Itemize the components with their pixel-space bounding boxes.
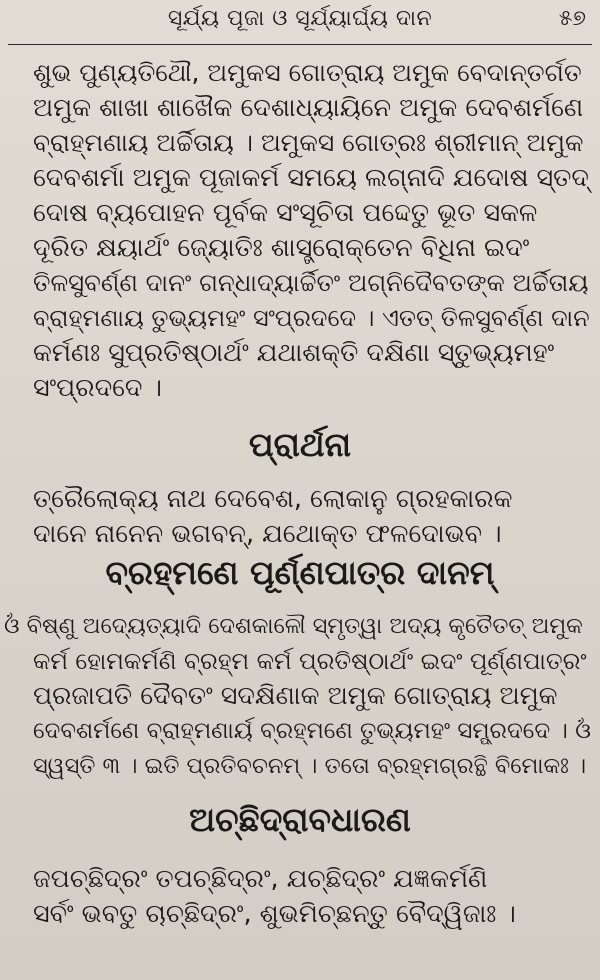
paragraph-line: ସ୍ୱସ୍ତି ୩ । ଇତି ପ୍ରତିବଚନମ୍ । ତତୋ ବ୍ରହ୍ମଗ୍ରନ୍ଥି ବିମୋକଃ । — [33, 753, 587, 779]
running-title: ସୂର୍ଯ୍ୟ ପୂଜା ଓ ସୂର୍ଯ୍ୟାର୍ଘ୍ୟ ଦାନ — [167, 6, 433, 31]
paragraph-line: କର୍ମ ହୋମକର୍ମଣି ବ୍ରହ୍ମ କର୍ମ ପ୍ରତିଷ୍ଠାର୍ଥଂ ଇଦଂ ପୂର୍ଣ୍ଣପାତ୍ରଂ — [33, 647, 587, 675]
verse-line: ସର୍ବଂ ଭବତୁ ଚାଚ୍ଛିଦ୍ରଂ, ଶୁଭମିଚ୍ଛନ୍ତୁ ବୈଦ୍ୱିଜାଃ । — [33, 899, 516, 929]
paragraph-line: ଦୋଷ ବ୍ୟପୋହନ ପୂର୍ବକ ସଂସୂଚିତା ପଦ୍ଦେତୁ ଭୂତ ସକଳ — [33, 198, 538, 228]
paragraph-line: ସଂପ୍ରଦଦେ । — [33, 373, 163, 403]
verse-line: ତ୍ରୈଲୋକ୍ୟ ନାଥ ଦେବେଶ, ଲୋକାନୁ ଗ୍ରହକାରକ — [33, 484, 513, 514]
paragraph-line: ଦେବଶର୍ମା ଅମୁକ ପୂଜାକର୍ମ ସମୟେ ଲଗ୍ନାଦି ଯଦୋଷ ସ୍ତଦ୍ — [33, 163, 589, 193]
paragraph-line: ତିଳସୁବର୍ଣ୍ଣ ଦାନଂ ଗନ୍ଧାଦ୍ୟାର୍ଚ୍ଚିତଂ ଅଗ୍ନିଦୈବତଙ୍କ ଅର୍ଚ୍ଚିତାୟ — [33, 268, 589, 297]
verse-line: ଜପଚ୍ଛିଦ୍ରଂ ତପଚ୍ଛିଦ୍ରଂ, ଯଚ୍ଛିଦ୍ରଂ ଯଜ୍ଞକର୍ମଣି — [33, 864, 488, 894]
header-divider — [8, 44, 592, 45]
paragraph-line: ଦୂରିତ କ୍ଷୟାର୍ଥଂ ଜ୍ୟୋତିଃ ଶାସ୍ତ୍ରୋକ୍ତେନ ବିଧିନା ଇଦଂ — [33, 233, 530, 263]
paragraph-line: କର୍ମଣଃ ସୁପ୍ରତିଷ୍ଠାର୍ଥଂ ଯଥାଶକ୍ତି ଦକ୍ଷିଣା ସ୍ତୁଭ୍ୟମହଂ — [33, 338, 555, 368]
section-heading-prayer: ପ୍ରାର୍ଥନା — [248, 425, 352, 464]
paragraph-line: ପ୍ରଜାପତି ଦୈବତଂ ସଦକ୍ଷିଣାକ ଅମୁକ ଗୋତ୍ରାୟ ଅମୁକ — [33, 681, 558, 711]
paragraph-line: ବ୍ରାହ୍ମଣାୟ ଅର୍ଚ୍ଚିତାୟ । ଅମୁକସ ଗୋତ୍ରଃ ଶ୍ରୀମାନ୍ ଅମୁକ — [33, 128, 584, 157]
paragraph-line: ବ୍ରାହ୍ମଣାୟ ତୁଭ୍ୟମହଂ ସଂପ୍ରଦଦେ । ଏତତ୍ ତିଳସୁବର୍ଣ୍ଣ ଦାନ — [33, 304, 590, 332]
paragraph-line: ଦେବଶର୍ମଣେ ବ୍ରାହ୍ମଣାର୍ୟ ବ୍ରହ୍ମଣେ ତୁଭ୍ୟମହଂ ସମ୍ପ୍ରଦଦେ । ଓଁ — [33, 718, 591, 744]
section-heading-achchhidra: ଅଚ୍ଛିଦ୍ରାବଧାରଣ — [189, 800, 411, 839]
section-heading-purnapatra: ବ୍ରହ୍ମଣେ ପୂର୍ଣ୍ଣପାତ୍ର ଦାନମ୍ — [105, 553, 495, 592]
verse-line: ଦାନେ ନାନେନ ଭଗବନ୍, ଯଥୋକ୍ତ ଫଳଦୋଭବ । — [33, 519, 502, 549]
paragraph-line: ଶୁଭ ପୁଣ୍ୟତିଥୌ, ଅମୁକସ ଗୋତ୍ରାୟ ଅମୁକ ବେଦାନ୍ତର୍ଗତ — [33, 58, 582, 87]
paragraph-line: ଓଁ ବିଷ୍ଣୁ ଅଦ୍ୟେତ୍ୟାଦି ଦେଶକାଳୌ ସ୍ମୃତ୍ୱା ଅଦ୍ୟ କୃତୈତତ୍ ଅମୁକ — [4, 613, 583, 639]
paragraph-line: ଅମୁକ ଶାଖା ଶାଖୈକ ଦେଶାଧ୍ୟାୟିନେ ଅମୁକ ଦେବଶର୍ମଣେ — [33, 93, 584, 123]
page-header — [0, 0, 600, 46]
page-number: ୫୭ — [558, 6, 586, 31]
